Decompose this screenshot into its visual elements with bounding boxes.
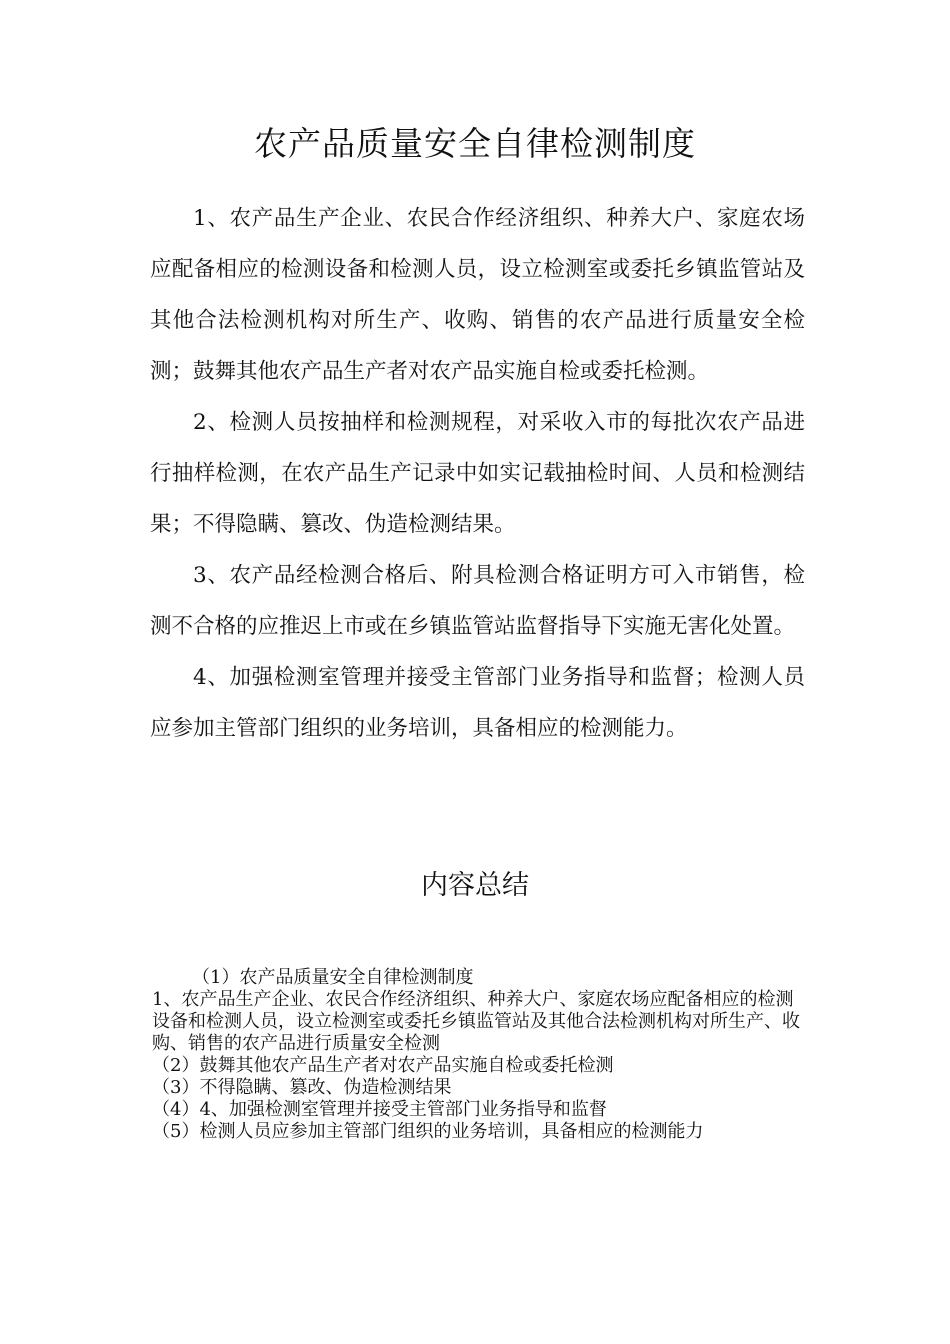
document-title: 农产品质量安全自律检测制度	[254, 124, 696, 163]
summary-item-2: （2）鼓舞其他农产品生产者对农产品实施自检或委托检测	[152, 1055, 614, 1076]
document-body	[150, 193, 805, 754]
summary-item-3: （3）不得隐瞒、篡改、伪造检测结果	[152, 1077, 452, 1098]
summary-title: 内容总结	[421, 870, 529, 901]
summary-heading: （1）农产品质量安全自律检测制度	[192, 967, 474, 988]
paragraph-4: 4、加强检测室管理并接受主管部门业务指导和监督；检测人员应参加主管部门组织的业务培训，具备相应的检测能力。	[150, 665, 805, 741]
summary-item-4: （4）4、加强检测室管理并接受主管部门业务指导和监督	[152, 1099, 607, 1120]
summary-item-1: 1、农产品生产企业、农民合作经济组织、种养大户、家庭农场应配备相应的检测设备和检测人员，设立检测室或委托乡镇监管站及其他合法检测机构对所生产、收购、销售的农产品进行质量安全检测	[152, 989, 800, 1054]
paragraph-1: 1、农产品生产企业、农民合作经济组织、种养大户、家庭农场应配备相应的检测设备和检测人员，设立检测室或委托乡镇监管站及其他合法检测机构对所生产、收购、销售的农产品进行质量安全检测；鼓舞其他农产品生产者对农产品实施自检或委托检测。	[150, 206, 805, 384]
summary-section	[152, 967, 802, 1143]
paragraph-3: 3、农产品经检测合格后、附具检测合格证明方可入市销售，检测不合格的应推迟上市或在乡镇监管站监督指导下实施无害化处置。	[150, 563, 805, 639]
paragraph-2: 2、检测人员按抽样和检测规程，对采收入市的每批次农产品进行抽样检测，在农产品生产记录中如实记载抽检时间、人员和检测结果；不得隐瞒、篡改、伪造检测结果。	[150, 410, 805, 537]
summary-item-5: （5）检测人员应参加主管部门组织的业务培训，具备相应的检测能力	[152, 1121, 704, 1142]
